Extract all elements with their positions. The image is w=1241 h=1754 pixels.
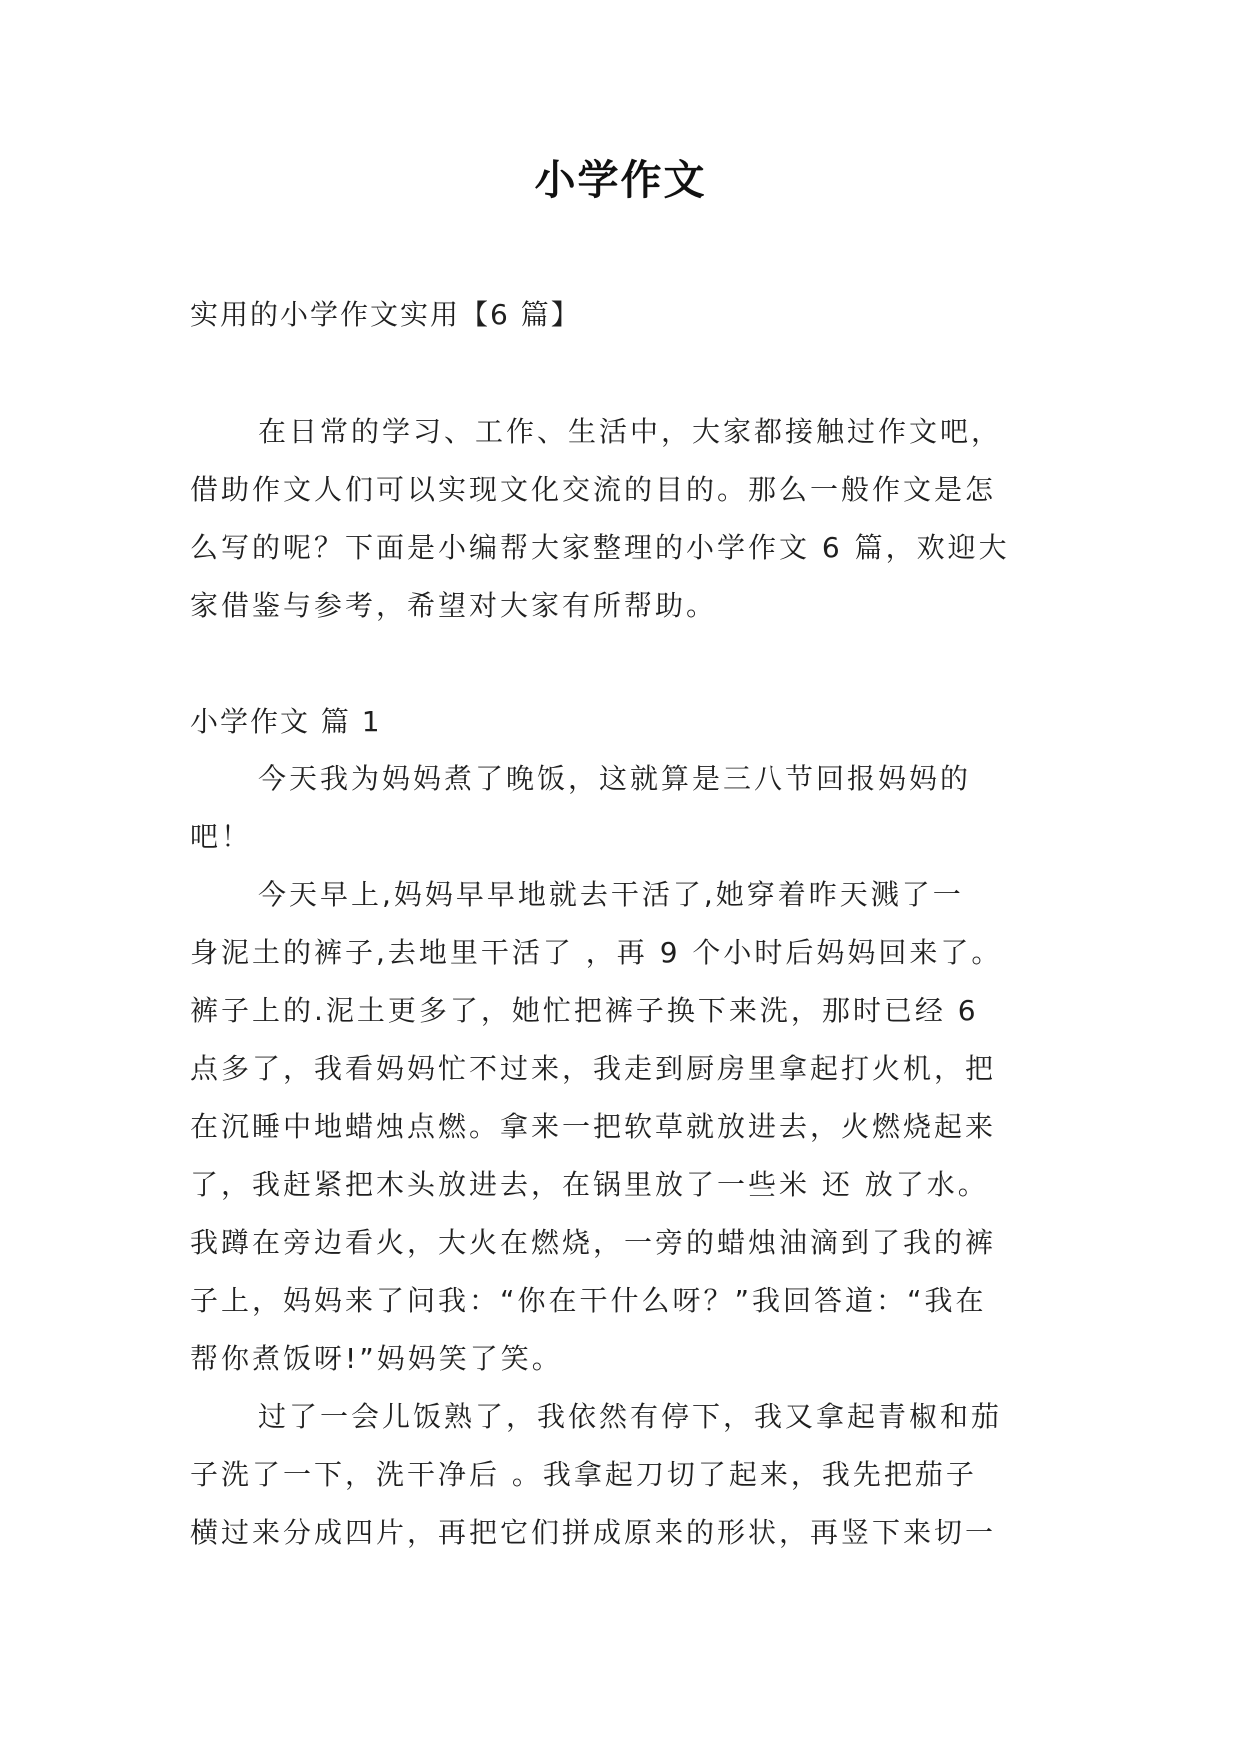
intro-line: 在日常的学习、工作、生活中，大家都接触过作文吧，: [258, 415, 1003, 448]
essay-paragraph: [190, 1388, 1052, 1562]
paragraph-line: 今天早上,妈妈早早地就去干活了,她穿着昨天溅了一: [258, 878, 964, 911]
intro-line: 家借鉴与参考，希望对大家有所帮助。: [190, 589, 718, 622]
paragraph-line: 裤子上的.泥土更多了，她忙把裤子换下来洗，那时已经 6: [190, 994, 979, 1027]
paragraph-line: 今天我为妈妈煮了晚饭，这就算是三八节回报妈妈的: [258, 762, 972, 795]
paragraph-line: 吧！: [190, 820, 253, 853]
section-heading: 小学作文 篇 1: [190, 705, 382, 738]
paragraph-line: 子洗了一下，洗干净后 。我拿起刀切了起来，我先把茄子: [190, 1458, 977, 1491]
intro-line: 借助作文人们可以实现文化交流的目的。那么一般作文是怎: [190, 473, 997, 506]
paragraph-line: 过了一会儿饭熟了，我依然有停下，我又拿起青椒和茄: [258, 1400, 1003, 1433]
paragraph-line: 子上，妈妈来了问我：“你在干什么呀？”我回答道：“我在: [190, 1284, 987, 1317]
paragraph-line: 帮你煮饭呀!”妈妈笑了笑。: [190, 1342, 563, 1375]
paragraph-line: 点多了，我看妈妈忙不过来，我走到厨房里拿起打火机，把: [190, 1052, 997, 1085]
paragraph-line: 身泥土的裤子,去地里干活了 ，再 9 个小时后妈妈回来了。: [190, 936, 1003, 969]
essay-body: [190, 750, 1052, 1562]
essay-paragraph: [190, 866, 1052, 1388]
document-subtitle: 实用的小学作文实用【6 篇】: [190, 298, 581, 331]
intro-line: 么写的呢？下面是小编帮大家整理的小学作文 6 篇，欢迎大: [190, 531, 1010, 564]
intro-paragraph: [190, 403, 1052, 635]
paragraph-line: 我蹲在旁边看火，大火在燃烧，一旁的蜡烛油滴到了我的裤: [190, 1226, 997, 1259]
essay-paragraph: [190, 750, 1052, 866]
paragraph-line: 在沉睡中地蜡烛点燃。拿来一把软草就放进去，火燃烧起来: [190, 1110, 997, 1143]
paragraph-line: 了，我赶紧把木头放进去，在锅里放了一些米 还 放了水。: [190, 1168, 989, 1201]
document-title: 小学作文: [534, 156, 707, 204]
paragraph-line: 横过来分成四片，再把它们拼成原来的形状，再竖下来切一: [190, 1516, 997, 1549]
